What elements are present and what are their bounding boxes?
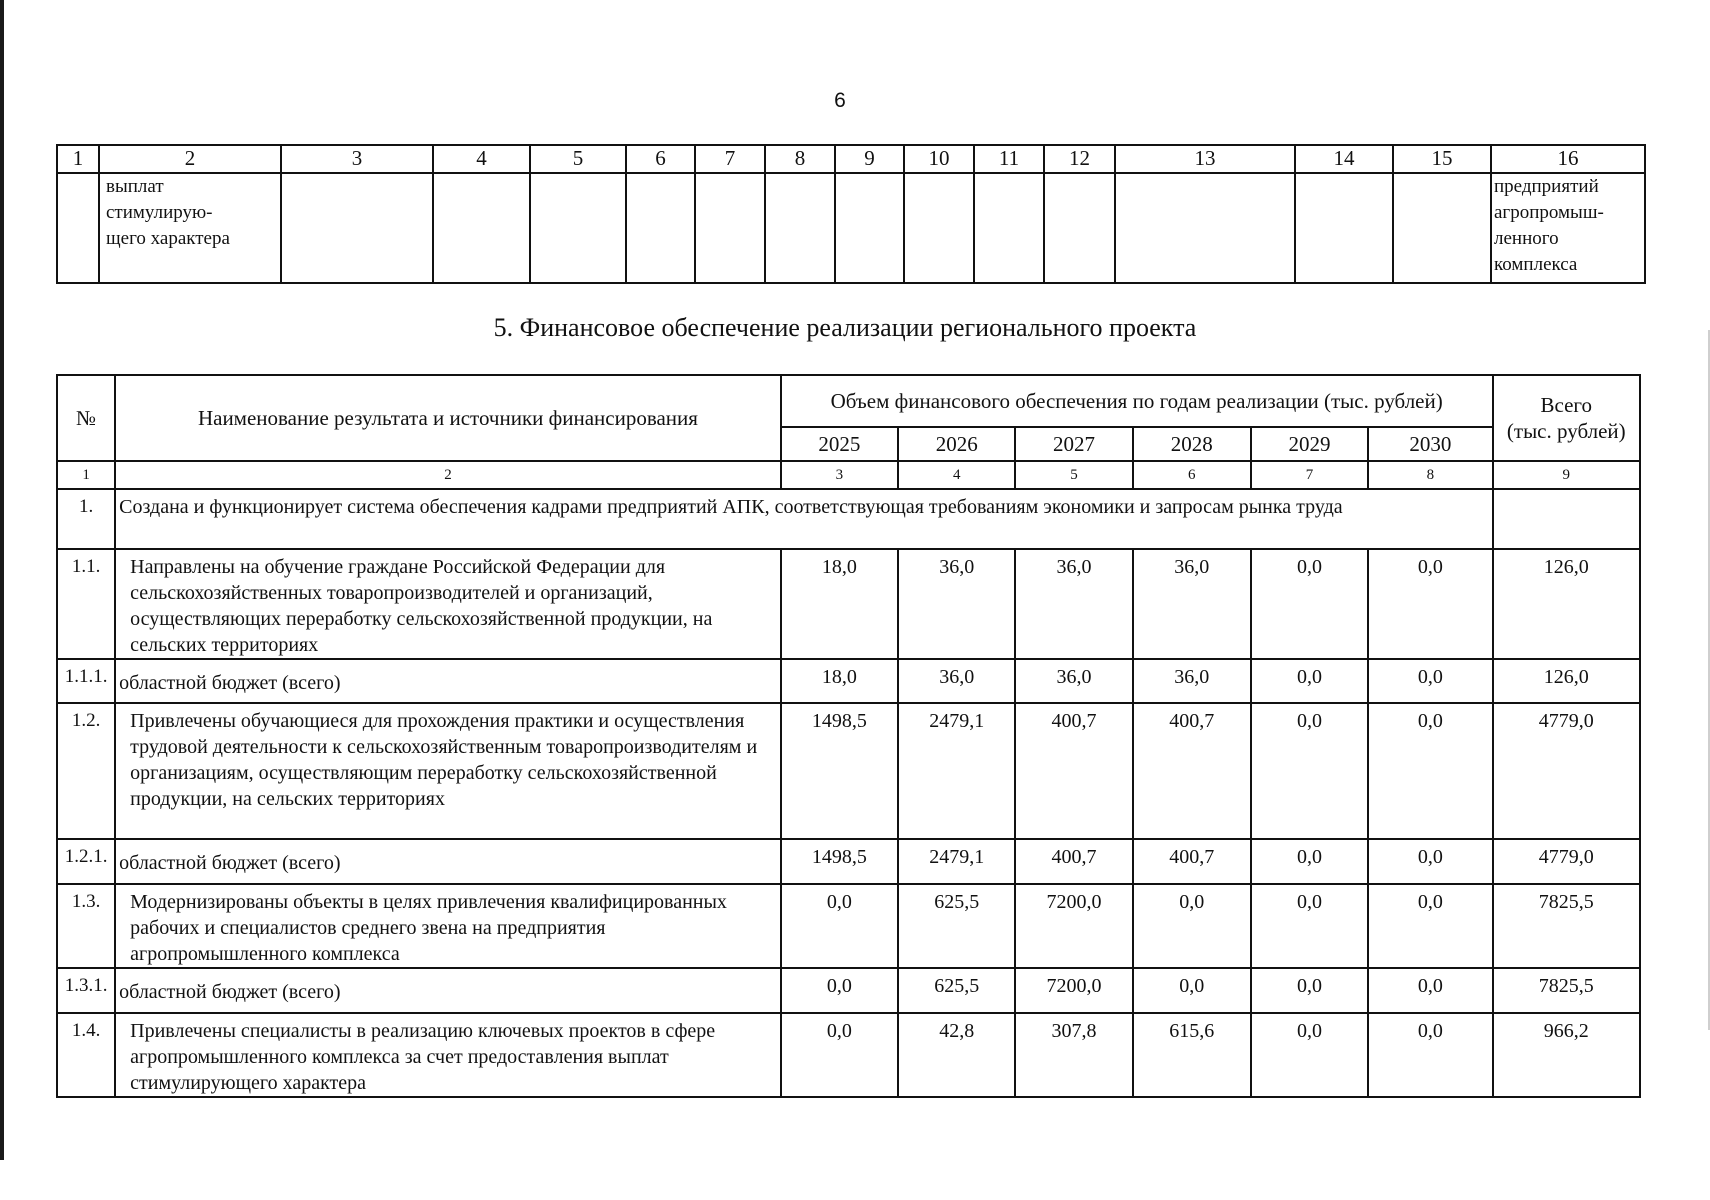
value-2025: 18,0 [781, 549, 898, 659]
text-line: стимулирую- [106, 202, 213, 223]
previous-table [56, 144, 1646, 284]
table-cell [1295, 173, 1393, 283]
column-number: 1 [57, 145, 99, 173]
table-row [57, 968, 1640, 1013]
value-total: 966,2 [1493, 1013, 1640, 1097]
value-2025: 0,0 [781, 968, 898, 1013]
row-name: Привлечены обучающиеся для прохождения практики и осуществления трудовой деятельности к сельскохозяйственным товаропроизводителям и организациям, осуществляющим переработку сельскохозяйственной продукции, на сельских территориях [115, 703, 781, 839]
value-2029: 0,0 [1251, 703, 1368, 839]
value-2028: 615,6 [1133, 1013, 1251, 1097]
value-2027: 36,0 [1015, 549, 1132, 659]
finance-table [56, 374, 1641, 1098]
value-total: 7825,5 [1493, 968, 1640, 1013]
column-number: 9 [1493, 461, 1640, 489]
column-number: 2 [99, 145, 281, 173]
column-number: 3 [281, 145, 433, 173]
header-name: Наименование результата и источники финансирования [115, 375, 781, 461]
value-2030: 0,0 [1368, 884, 1492, 968]
value-total: 4779,0 [1493, 839, 1640, 884]
table-row [57, 839, 1640, 884]
table-cell [530, 173, 626, 283]
table-cell [1393, 173, 1491, 283]
table-row [57, 1013, 1640, 1097]
row-name: Направлены на обучение граждане Российской Федерации для сельскохозяйственных товаропроизводителей и организаций, осуществляющих переработку сельскохозяйственной продукции, на сельских территориях [115, 549, 781, 659]
column-number: 5 [1015, 461, 1132, 489]
table-cell [281, 173, 433, 283]
header-year: 2026 [898, 427, 1015, 461]
text-line: щего характера [106, 228, 230, 249]
value-2026: 36,0 [898, 549, 1015, 659]
value-2028: 400,7 [1133, 703, 1251, 839]
value-total: 126,0 [1493, 549, 1640, 659]
row-number: 1.4. [57, 1013, 115, 1097]
row-name: Привлечены специалисты в реализацию ключевых проектов в сфере агропромышленного комплекса за счет предоставления выплат стимулирующего характера [115, 1013, 781, 1097]
row-number: 1.2. [57, 703, 115, 839]
value-2026: 36,0 [898, 659, 1015, 703]
value-2025: 1498,5 [781, 703, 898, 839]
header-year: 2025 [781, 427, 898, 461]
column-number: 10 [904, 145, 974, 173]
page-number: 6 [834, 89, 846, 112]
column-number: 15 [1393, 145, 1491, 173]
text-line: комплекса [1494, 254, 1578, 275]
text-line: агропромыш- [1494, 202, 1604, 223]
value-total: 126,0 [1493, 659, 1640, 703]
column-number: 9 [835, 145, 904, 173]
value-2029: 0,0 [1251, 549, 1368, 659]
value-2029: 0,0 [1251, 1013, 1368, 1097]
continuation-text-col2 [99, 173, 281, 283]
previous-table-column-numbers [57, 145, 1645, 173]
header-no: № [57, 375, 115, 461]
value-2029: 0,0 [1251, 659, 1368, 703]
table-cell [974, 173, 1044, 283]
column-number: 8 [1368, 461, 1492, 489]
value-total: 7825,5 [1493, 884, 1640, 968]
table-cell [765, 173, 835, 283]
header-year: 2027 [1015, 427, 1132, 461]
text-line: предприятий [1494, 176, 1599, 197]
column-numbers-row [57, 461, 1640, 489]
table-cell [626, 173, 695, 283]
row-name: Модернизированы объекты в целях привлечения квалифицированных рабочих и специалистов среднего звена на предприятия агропромышленного комплекса [115, 884, 781, 968]
value-2030: 0,0 [1368, 659, 1492, 703]
value-2027: 36,0 [1015, 659, 1132, 703]
row-name: областной бюджет (всего) [115, 659, 781, 703]
table-row [57, 659, 1640, 703]
header-year: 2028 [1133, 427, 1251, 461]
value-2025: 0,0 [781, 1013, 898, 1097]
value-2025: 18,0 [781, 659, 898, 703]
column-number: 16 [1491, 145, 1645, 173]
header-total-line: Всего [1540, 393, 1593, 417]
value-2026: 2479,1 [898, 839, 1015, 884]
column-number: 6 [626, 145, 695, 173]
table-row [57, 703, 1640, 839]
value-2028: 400,7 [1133, 839, 1251, 884]
value-2028: 0,0 [1133, 884, 1251, 968]
row-name: областной бюджет (всего) [115, 839, 781, 884]
table-cell [433, 173, 530, 283]
value-2025: 0,0 [781, 884, 898, 968]
value-2029: 0,0 [1251, 884, 1368, 968]
value-2030: 0,0 [1368, 839, 1492, 884]
value-total: 4779,0 [1493, 703, 1640, 839]
header-volume: Объем финансового обеспечения по годам реализации (тыс. рублей) [781, 375, 1493, 427]
result-number: 1. [57, 489, 115, 549]
column-number: 13 [1115, 145, 1295, 173]
table-cell [1493, 489, 1640, 549]
value-2027: 307,8 [1015, 1013, 1132, 1097]
header-total [1493, 375, 1640, 461]
column-number: 1 [57, 461, 115, 489]
value-2025: 1498,5 [781, 839, 898, 884]
value-2026: 625,5 [898, 884, 1015, 968]
table-cell [695, 173, 765, 283]
value-2030: 0,0 [1368, 549, 1492, 659]
value-2030: 0,0 [1368, 968, 1492, 1013]
value-2030: 0,0 [1368, 703, 1492, 839]
value-2026: 2479,1 [898, 703, 1015, 839]
value-2030: 0,0 [1368, 1013, 1492, 1097]
continuation-text-col16 [1491, 173, 1645, 283]
value-2027: 400,7 [1015, 703, 1132, 839]
text-line: ленного [1494, 228, 1559, 249]
table-row [57, 549, 1640, 659]
table-row [57, 884, 1640, 968]
previous-table-continuation-row [57, 173, 1645, 283]
column-number: 6 [1133, 461, 1251, 489]
value-2027: 400,7 [1015, 839, 1132, 884]
column-number: 8 [765, 145, 835, 173]
header-year: 2029 [1251, 427, 1368, 461]
value-2028: 0,0 [1133, 968, 1251, 1013]
value-2028: 36,0 [1133, 549, 1251, 659]
row-number: 1.3. [57, 884, 115, 968]
value-2027: 7200,0 [1015, 968, 1132, 1013]
value-2026: 42,8 [898, 1013, 1015, 1097]
row-name: областной бюджет (всего) [115, 968, 781, 1013]
header-year: 2030 [1368, 427, 1492, 461]
text-line: выплат [106, 176, 164, 197]
column-number: 11 [974, 145, 1044, 173]
column-number: 7 [1251, 461, 1368, 489]
column-number: 4 [898, 461, 1015, 489]
row-number: 1.3.1. [57, 968, 115, 1013]
column-number: 5 [530, 145, 626, 173]
value-2029: 0,0 [1251, 839, 1368, 884]
column-number: 4 [433, 145, 530, 173]
table-cell [57, 173, 99, 283]
value-2028: 36,0 [1133, 659, 1251, 703]
result-row [57, 489, 1640, 549]
row-number: 1.1.1. [57, 659, 115, 703]
header-row [57, 375, 1640, 427]
table-cell [904, 173, 974, 283]
section-title: 5. Финансовое обеспечение реализации регионального проекта [493, 313, 1197, 342]
header-total-line: (тыс. рублей) [1506, 419, 1626, 443]
row-number: 1.2.1. [57, 839, 115, 884]
value-2027: 7200,0 [1015, 884, 1132, 968]
result-text: Создана и функционирует система обеспечения кадрами предприятий АПК, соответствующая требованиям экономики и запросам рынка труда [115, 489, 1492, 549]
value-2026: 625,5 [898, 968, 1015, 1013]
column-number: 3 [781, 461, 898, 489]
column-number: 12 [1044, 145, 1115, 173]
table-cell [835, 173, 904, 283]
row-number: 1.1. [57, 549, 115, 659]
scan-edge-left [0, 0, 4, 1160]
table-cell [1044, 173, 1115, 283]
column-number: 7 [695, 145, 765, 173]
value-2029: 0,0 [1251, 968, 1368, 1013]
table-cell [1115, 173, 1295, 283]
column-number: 2 [115, 461, 781, 489]
column-number: 14 [1295, 145, 1393, 173]
